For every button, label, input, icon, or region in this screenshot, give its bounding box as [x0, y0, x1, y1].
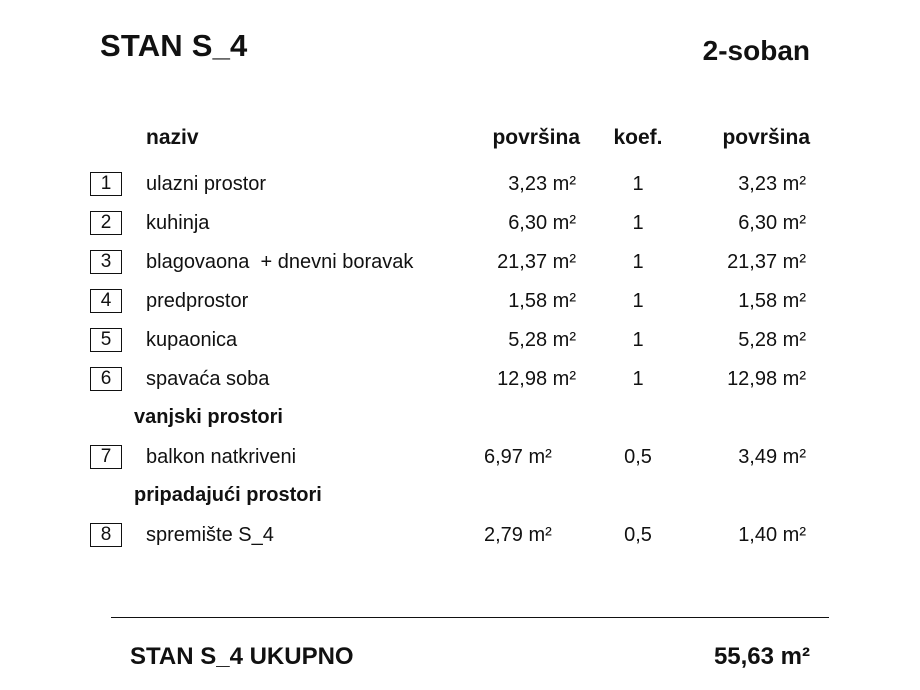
table-row [0, 367, 920, 393]
room-name: spremište S_4 [146, 524, 274, 546]
room-coef: 1 [632, 329, 644, 351]
room-area: 5,28 m² [508, 329, 576, 351]
room-net-area: 3,23 m² [738, 173, 806, 195]
room-area: 1,58 m² [508, 290, 576, 312]
room-number-box: 7 [90, 445, 122, 469]
room-coef: 1 [632, 368, 644, 390]
room-net-area: 1,40 m² [738, 524, 806, 546]
section-title-outdoor: vanjski prostori [134, 406, 283, 428]
room-area: 2,79 m² [484, 524, 552, 546]
total-value: 55,63 m² [713, 643, 810, 670]
room-number-box: 5 [90, 328, 122, 352]
column-header-coef: koef. [613, 126, 663, 149]
section-title-belonging: pripadajući prostori [134, 484, 322, 506]
column-header-net-area: površina [722, 126, 810, 149]
room-coef: 0,5 [624, 524, 652, 546]
column-header-name: naziv [146, 126, 199, 149]
table-row [0, 211, 920, 237]
table-row [0, 445, 920, 471]
room-number-box: 6 [90, 367, 122, 391]
room-number-box: 4 [90, 289, 122, 313]
room-name: predprostor [146, 290, 249, 312]
room-name: blagovaona + dnevni boravak [146, 251, 414, 273]
room-number-box: 1 [90, 172, 122, 196]
room-number-box: 3 [90, 250, 122, 274]
room-area: 12,98 m² [497, 368, 576, 390]
room-name: ulazni prostor [146, 173, 267, 195]
room-net-area: 1,58 m² [738, 290, 806, 312]
room-net-area: 12,98 m² [727, 368, 806, 390]
table-row [0, 328, 920, 354]
room-coef: 0,5 [624, 446, 652, 468]
column-header-area: površina [492, 126, 580, 149]
table-row [0, 172, 920, 198]
total-label: STAN S_4 UKUPNO [130, 643, 354, 670]
room-coef: 1 [632, 173, 644, 195]
room-name: kupaonica [146, 329, 238, 351]
apartment-title: STAN S_4 [100, 28, 248, 63]
room-name: balkon natkriveni [146, 446, 297, 468]
table-row [0, 250, 920, 276]
total-divider [111, 617, 829, 618]
room-coef: 1 [632, 212, 644, 234]
room-area: 6,97 m² [484, 446, 552, 468]
room-name: spavaća soba [146, 368, 270, 390]
room-area: 3,23 m² [508, 173, 576, 195]
room-number-box: 2 [90, 211, 122, 235]
room-coef: 1 [632, 290, 644, 312]
table-row [0, 289, 920, 315]
room-number-box: 8 [90, 523, 122, 547]
room-area: 6,30 m² [508, 212, 576, 234]
room-net-area: 6,30 m² [738, 212, 806, 234]
apartment-type: 2-soban [702, 35, 810, 66]
room-net-area: 5,28 m² [738, 329, 806, 351]
room-name: kuhinja [146, 212, 210, 234]
table-row [0, 523, 920, 549]
room-area: 21,37 m² [497, 251, 576, 273]
room-net-area: 21,37 m² [727, 251, 806, 273]
room-coef: 1 [632, 251, 644, 273]
room-net-area: 3,49 m² [738, 446, 806, 468]
